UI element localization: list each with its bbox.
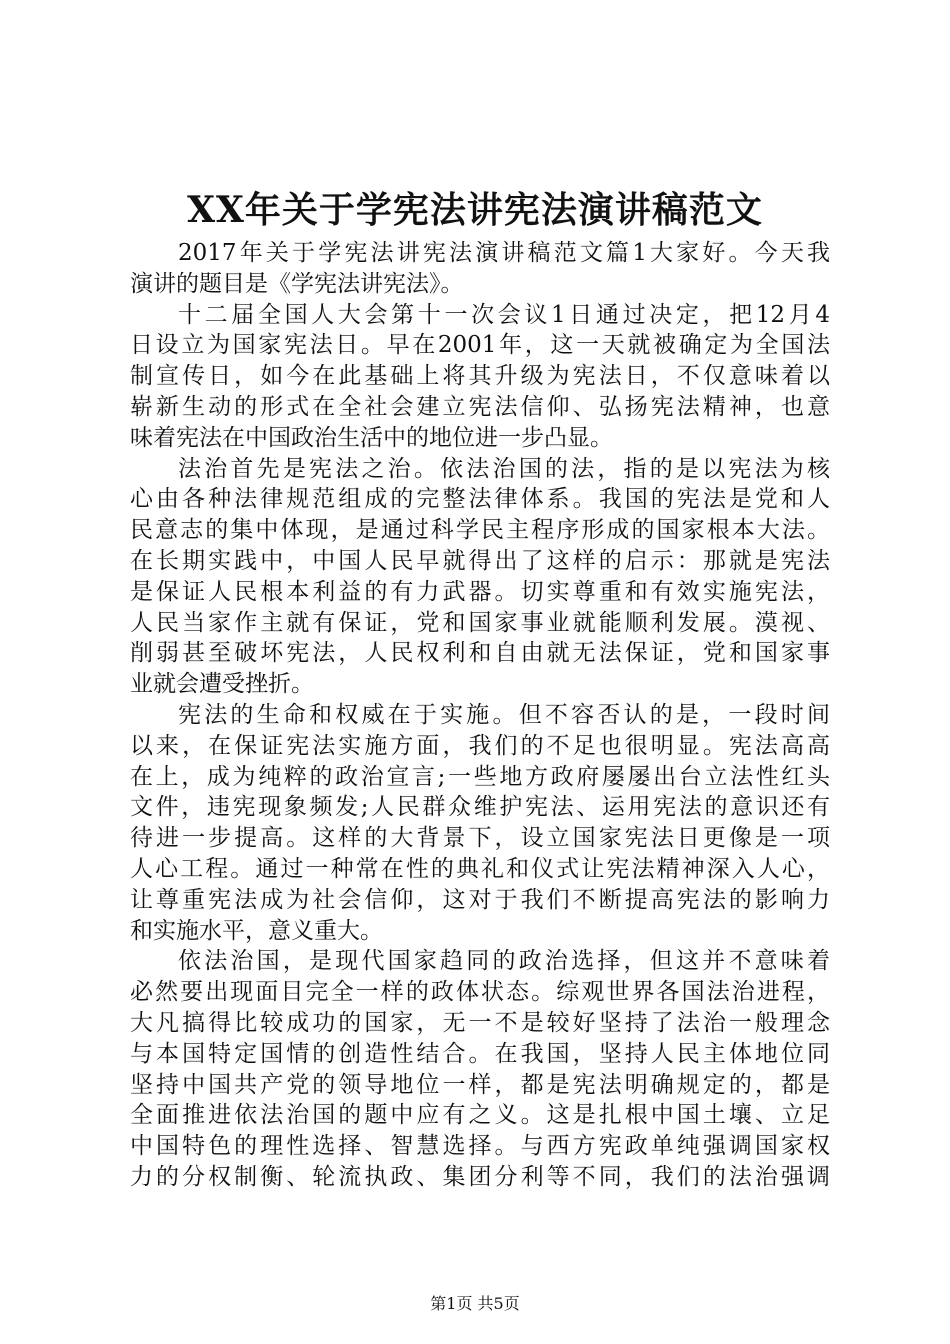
paragraph-line: 人心工程。通过一种常在性的典礼和仪式让宪法精神深入人心， <box>130 855 830 882</box>
page-footer: 第1页 共5页 <box>430 1294 520 1313</box>
paragraph-line: 大凡搞得比较成功的国家，无一不是较好坚持了法治一般理念 <box>130 1009 830 1036</box>
paragraph-line: 法治首先是宪法之治。依法治国的法，指的是以宪法为核 <box>178 455 830 482</box>
document-body <box>130 238 830 1193</box>
paragraph <box>130 238 830 300</box>
paragraph-line: 以来，在保证宪法实施方面，我们的不足也很明显。宪法高高 <box>130 732 830 759</box>
paragraph-line: 心由各种法律规范组成的完整法律体系。我国的宪法是党和人 <box>130 486 830 513</box>
paragraph-line: 和实施水平，意义重大。 <box>130 917 383 944</box>
paragraph-line: 十二届全国人大会第十一次会议1日通过决定，把12月4 <box>178 301 830 328</box>
paragraph-line: 必然要出现面目完全一样的政体状态。综观世界各国法治进程， <box>130 979 830 1006</box>
paragraph-line: 全面推进依法治国的题中应有之义。这是扎根中国土壤、立足 <box>130 1102 830 1129</box>
paragraph-line: 业就会遭受挫折。 <box>130 671 314 698</box>
paragraph <box>130 946 830 1192</box>
paragraph-line: 人民当家作主就有保证，党和国家事业就能顺利发展。漠视、 <box>130 609 830 636</box>
paragraph-line: 文件，违宪现象频发;人民群众维护宪法、运用宪法的意识还有 <box>130 794 830 821</box>
paragraph-line: 2017年关于学宪法讲宪法演讲稿范文篇1大家好。今天我 <box>178 240 830 266</box>
paragraph-line: 依法治国，是现代国家趋同的政治选择，但这并不意味着 <box>178 948 830 975</box>
paragraph-line: 力的分权制衡、轮流执政、集团分利等不同，我们的法治强调 <box>130 1163 830 1190</box>
paragraph-line: 制宣传日，如今在此基础上将其升级为宪法日，不仅意味着以 <box>130 363 830 390</box>
paragraph <box>130 700 830 946</box>
paragraph-line: 中国特色的理性选择、智慧选择。与西方宪政单纯强调国家权 <box>130 1133 830 1160</box>
paragraph-line: 崭新生动的形式在全社会建立宪法信仰、弘扬宪法精神，也意 <box>130 393 830 420</box>
paragraph-line: 与本国特定国情的创造性结合。在我国，坚持人民主体地位同 <box>130 1040 830 1067</box>
paragraph-line: 让尊重宪法成为社会信仰，这对于我们不断提高宪法的影响力 <box>130 886 830 913</box>
paragraph <box>130 300 830 454</box>
paragraph-line: 在上，成为纯粹的政治宣言;一些地方政府屡屡出台立法性红头 <box>130 763 830 790</box>
paragraph-line: 坚持中国共产党的领导地位一样，都是宪法明确规定的，都是 <box>130 1071 830 1098</box>
paragraph-line: 宪法的生命和权威在于实施。但不容否认的是，一段时间 <box>178 701 830 728</box>
paragraph-line: 味着宪法在中国政治生活中的地位进一步凸显。 <box>130 424 613 451</box>
paragraph-line: 演讲的题目是《学宪法讲宪法》。 <box>130 270 464 297</box>
paragraph <box>130 454 830 700</box>
paragraph-line: 民意志的集中体现，是通过科学民主程序形成的国家根本大法。 <box>130 517 830 544</box>
paragraph-line: 削弱甚至破坏宪法，人民权利和自由就无法保证，党和国家事 <box>130 640 830 667</box>
paragraph-line: 是保证人民根本利益的有力武器。切实尊重和有效实施宪法， <box>130 578 830 605</box>
paragraph-line: 日设立为国家宪法日。早在2001年，这一天就被确定为全国法 <box>130 332 830 359</box>
paragraph-line: 待进一步提高。这样的大背景下，设立国家宪法日更像是一项 <box>130 825 830 852</box>
paragraph-line: 在长期实践中，中国人民早就得出了这样的启示：那就是宪法 <box>130 547 830 574</box>
document-title: XX年关于学宪法讲宪法演讲稿范文 <box>187 189 763 231</box>
